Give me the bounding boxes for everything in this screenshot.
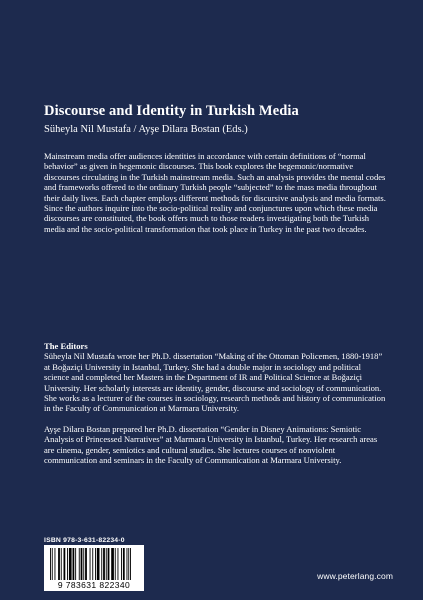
barcode-bar xyxy=(130,548,131,580)
book-title: Discourse and Identity in Turkish Media xyxy=(44,103,299,119)
barcode-bar xyxy=(52,548,53,580)
barcode-bar xyxy=(97,548,100,580)
barcode-bars xyxy=(44,545,144,580)
editor-bio-bostan: Ayşe Dilara Bostan prepared her Ph.D. dissertation “Gender in Disney Animations: Semiotic Analysis of Princessed Narratives” at Marmara University in Istanbul, Turkey. Her research areas are cinema, gender, semiotics and cultural studies. She lectures courses of nonviolent communication and seminars in the Faculty of Communication at Marmara University. xyxy=(44,423,378,466)
barcode-bar xyxy=(64,548,66,580)
barcode-bar xyxy=(123,548,125,580)
publisher-website: www.peterlang.com xyxy=(317,571,393,581)
book-description: Mainstream media offer audiences identities in accordance with certain definitions of “normal behavior” as given in hegemonic discourses. This book explores the hegemonic/normative discourses circulating in the Turkish mainstream media. Such an analysis provides the mental codes and frameworks offered to the ordinary Turkish people “subjected” to the mass media throughout their daily lives. Each chapter employs different methods for discursive analysis and media formats. Since the authors inquire into the socio-political reality and conjunctures upon which these media discourses are constituted, the book offers much to those readers investigating both the Turkish media and the socio-political transformation that took place in Turkey in the past two decades. xyxy=(44,151,386,234)
barcode-bar xyxy=(118,548,119,580)
barcode-bar xyxy=(50,548,51,580)
barcode-bar xyxy=(69,548,72,580)
barcode-bar xyxy=(121,548,122,580)
barcode-bar xyxy=(90,548,91,580)
barcode-bar xyxy=(92,548,93,580)
barcode-bar xyxy=(73,548,75,580)
barcode-bar xyxy=(67,548,68,580)
barcode-digits: 9 783631 822340 xyxy=(44,580,144,591)
barcode-bar xyxy=(83,548,84,580)
about-editors-section xyxy=(44,341,386,465)
barcode-bar xyxy=(103,548,105,580)
barcode-bar xyxy=(95,548,96,580)
isbn-label: ISBN 978-3-631-82234-0 xyxy=(44,537,125,544)
barcode-bar xyxy=(79,548,80,580)
barcode-bar xyxy=(128,548,129,580)
barcode-bar xyxy=(58,548,60,580)
editors-heading: The Editors xyxy=(44,341,88,351)
barcode-bar xyxy=(61,548,62,580)
barcode-bar xyxy=(115,548,116,580)
barcode-bar xyxy=(108,548,110,580)
book-editors: Süheyla Nil Mustafa / Ayşe Dilara Bostan (Eds.) xyxy=(44,124,248,135)
isbn-barcode xyxy=(44,545,144,591)
barcode-bar xyxy=(55,548,56,580)
editor-bio-mustafa: Süheyla Nil Mustafa wrote her Ph.D. dissertation “Making of the Ottoman Policemen, 1880-1918” at Boğaziçi University in Istanbul, Turkey. She had a double major in sociology and political science and completed her Masters in the Department of IR and Political Science at Boğaziçi University. Her scholarly interests are identity, gender, discourse and sociology of communication. She works as a lecturer of the courses in sociology, research methods and history of communication in the Faculty of Communication at Marmara University. xyxy=(44,351,386,414)
barcode-bar xyxy=(127,548,128,580)
barcode-bar xyxy=(111,548,114,580)
barcode-bar xyxy=(75,548,76,580)
barcode-bar xyxy=(81,548,83,580)
barcode-bar xyxy=(106,548,107,580)
barcode-bar xyxy=(85,548,87,580)
barcode-bar xyxy=(101,548,102,580)
